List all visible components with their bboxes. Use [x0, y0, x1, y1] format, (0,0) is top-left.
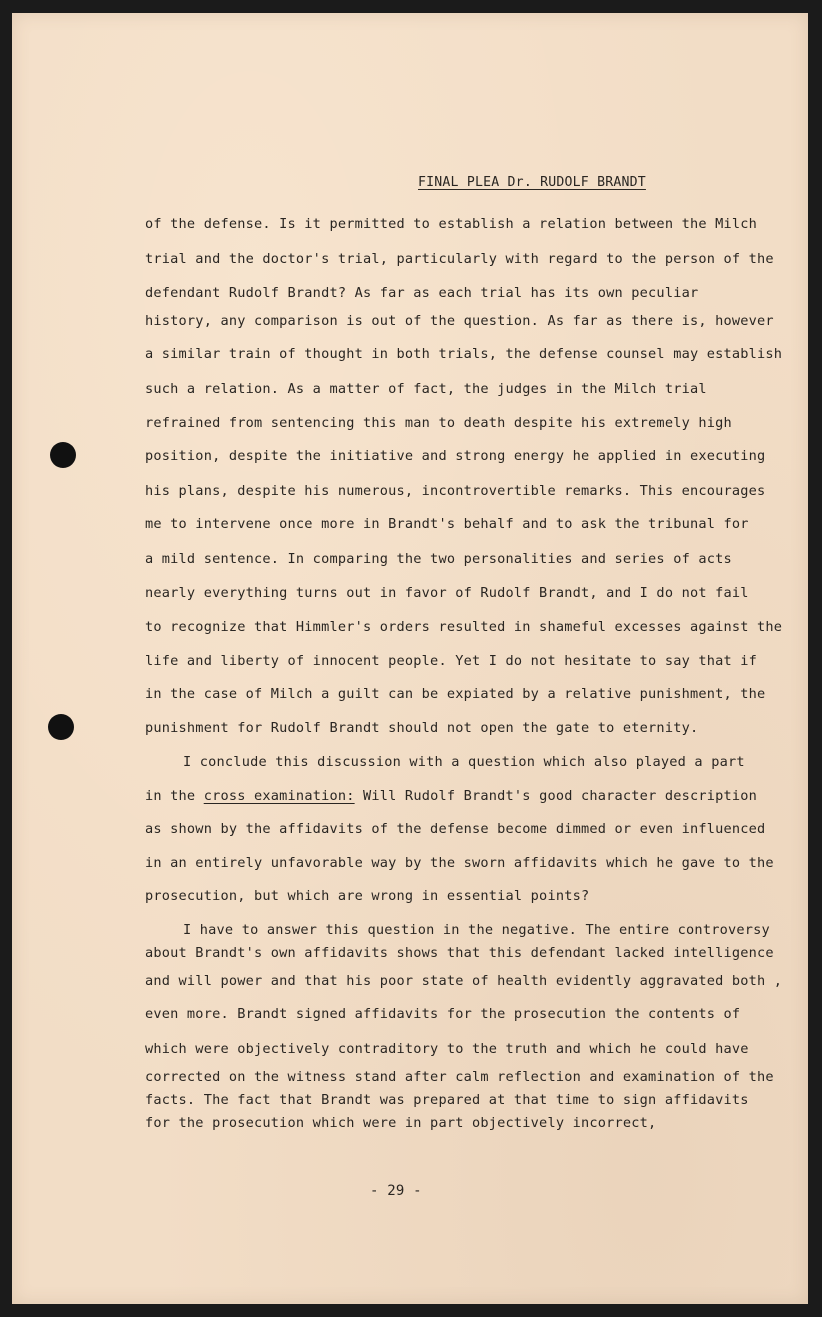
paragraph-1-line: of the defense. Is it permitted to establish a relation between the Milch [145, 216, 758, 232]
paragraph-1-line: such a relation. As a matter of fact, the judges in the Milch trial [145, 381, 707, 397]
paragraph-3-line: about Brandt's own affidavits shows that this defendant lacked intelligence [145, 945, 774, 961]
punch-hole-bottom [48, 714, 74, 740]
paragraph-1-line: his plans, despite his numerous, incontrovertible remarks. This encourages [145, 483, 766, 499]
paragraph-2-line: I conclude this discussion with a question which also played a part [183, 754, 745, 770]
paragraph-1-line: in the case of Milch a guilt can be expiated by a relative punishment, the [145, 686, 766, 702]
paragraph-3-line: and will power and that his poor state of health evidently aggravated both , [145, 973, 783, 989]
paragraph-1-line: defendant Rudolf Brandt? As far as each trial has its own peculiar [145, 285, 699, 301]
page-number: - 29 - [370, 1183, 422, 1199]
paragraph-3-line: which were objectively contraditory to the truth and which he could have [145, 1041, 749, 1057]
paragraph-3-line: corrected on the witness stand after calm reflection and examination of the [145, 1069, 774, 1085]
paragraph-2-line: prosecution, but which are wrong in essential points? [145, 888, 590, 904]
paragraph-1-line: refrained from sentencing this man to death despite his extremely high [145, 415, 732, 431]
paragraph-3-line: for the prosecution which were in part objectively incorrect, [145, 1115, 657, 1131]
paragraph-1-line: to recognize that Himmler's orders resulted in shameful excesses against the [145, 619, 783, 635]
paragraph-1-line: me to intervene once more in Brandt's behalf and to ask the tribunal for [145, 516, 749, 532]
paragraph-2-text: in the [145, 788, 204, 804]
paragraph-1-line: a similar train of thought in both trials, the defense counsel may establish [145, 346, 783, 362]
paragraph-1-line: position, despite the initiative and strong energy he applied in executing [145, 448, 766, 464]
punch-hole-top [50, 442, 76, 468]
paragraph-2-text: Will Rudolf Brandt's good character description [354, 788, 758, 804]
paragraph-1-line: life and liberty of innocent people. Yet I do not hesitate to say that if [145, 653, 758, 669]
paragraph-3-line: I have to answer this question in the negative. The entire controversy [183, 922, 770, 938]
paragraph-2-line: in an entirely unfavorable way by the sworn affidavits which he gave to the [145, 855, 774, 871]
paragraph-2-line [145, 788, 757, 804]
paragraph-1-line: trial and the doctor's trial, particularly with regard to the person of the [145, 251, 774, 267]
paragraph-1-line: punishment for Rudolf Brandt should not open the gate to eternity. [145, 720, 699, 736]
paragraph-2-line: as shown by the affidavits of the defense become dimmed or even influenced [145, 821, 766, 837]
paragraph-1-line: nearly everything turns out in favor of Rudolf Brandt, and I do not fail [145, 585, 749, 601]
paragraph-3-line: even more. Brandt signed affidavits for the prosecution the contents of [145, 1006, 741, 1022]
paragraph-1-line: a mild sentence. In comparing the two personalities and series of acts [145, 551, 732, 567]
cross-examination-underlined: cross examination: [203, 788, 355, 804]
paragraph-3-line: facts. The fact that Brandt was prepared at that time to sign affidavits [145, 1092, 749, 1108]
paragraph-1-line: history, any comparison is out of the question. As far as there is, however [145, 313, 774, 329]
page-header-title: FINAL PLEA Dr. RUDOLF BRANDT [418, 175, 646, 190]
